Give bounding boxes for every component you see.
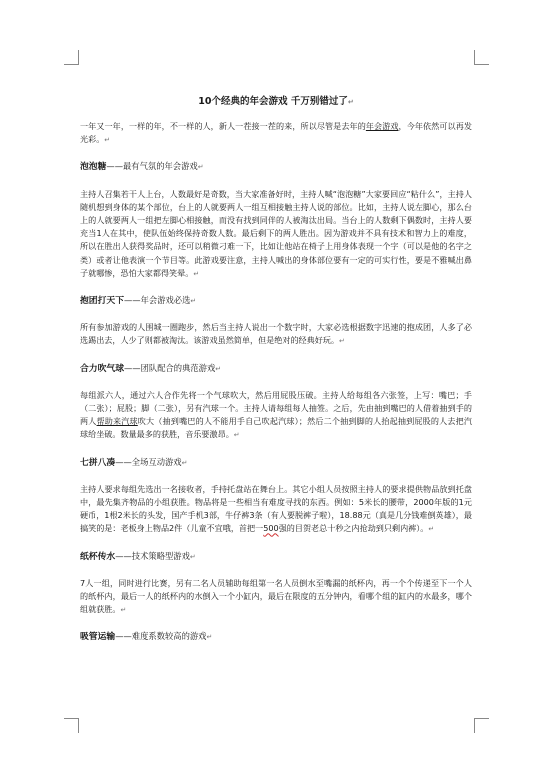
game-name: 抱团打天下 [80,296,124,307]
game-body-text-end: 吹大（抽到嘴巴的人不能用手自己吹起汽球）；然后二个抽到脚的人抬起抽到屁股的人去把汽球给坐破。数量最多的获胜，音乐要激昂。 [80,416,472,440]
paragraph-mark: ↵ [347,98,354,106]
game-tagline: ——难度系数较高的游戏 [115,631,207,642]
game-heading-qipinbacou [80,456,472,470]
document-body [80,96,472,645]
game-name: 纸杯传水 [80,551,116,562]
paragraph-mark: ↵ [339,337,345,346]
game-body-zhibei [80,577,472,618]
game-body-text: 每组派六人，通过六人合作先将一个气球吹大，然后用屁股压破。主持人给每组各六张签，上写：嘴巴；手（二张）；屁股；脚（二张），另有汽球一个。主持人请每组每人抽签。之后，先由抽到嘴巴的人借着抽到手的两人 [80,389,472,427]
paragraph-mark: ↵ [197,163,204,172]
intro-link[interactable]: 年会游戏 [365,121,399,131]
game-heading-baotuan [80,294,472,308]
paragraph-mark: ↵ [181,458,188,467]
document-title [80,96,472,108]
paragraph-mark: ↵ [120,606,127,615]
game-body-qiqiu [80,389,472,443]
paragraph-mark: ↵ [189,552,196,561]
crop-mark-bottom-right [474,718,489,733]
crop-mark-top-right [474,50,489,65]
paragraph-mark: ↵ [428,525,435,534]
paragraph-mark: ↵ [206,633,213,642]
game-heading-zhibei [80,550,472,564]
game-body-baotuan [80,321,472,348]
game-heading-xiguan [80,630,472,644]
game-heading-paopaotang [80,160,472,174]
spellcheck-flag: 500 [263,523,279,534]
game-body-qipinbacou [80,483,472,537]
paragraph-mark: ↵ [190,297,197,306]
game-body-link[interactable]: 帮助来汽球 [96,416,138,427]
document-title-text: 10个经典的年会游戏 千万别错过了 [198,96,348,107]
game-body-paopaotang [80,188,472,281]
game-tagline: ——年会游戏必选 [124,295,191,306]
game-tagline: ——技术策略型游戏 [115,550,190,561]
game-name: 合力吹气球 [80,363,124,374]
game-tagline: ——最有气氛的年会游戏 [106,161,198,172]
game-body-text: 所有参加游戏的人围城一圈跑步，然后当主持人说出一个数字时，大家必选根据数字迅速的抱成团，人多了必选踢出去，人少了则都被淘汰。该游戏虽然简单，但是绝对的经典好玩。 [80,322,472,346]
paragraph-mark: ↵ [104,136,111,145]
game-name: 泡泡糖 [80,162,107,173]
paragraph-mark: ↵ [215,364,222,373]
game-body-text-end: 强的目贺老总十秒之内抢劫到只剩内裤）。 [278,523,429,534]
intro-paragraph [80,120,472,147]
paragraph-mark: ↵ [193,269,200,278]
game-body-text: 7人一组，同时进行比赛，另有二名人员辅助每组第一名人员倒水至嘴漏的纸杯内，再一个个传递至下一个人的纸杯内，最后一人的纸杯内的水倒入一个小缸内，最后在限度的五分钟内，看哪个组的缸内的水最多，哪个组就获胜。 [80,577,472,615]
game-tagline: ——全场互动游戏 [115,456,182,467]
game-body-text: 主持人召集若干人上台，人数最好是奇数，当大家准备好时，主持人喊“泡泡糖”大家要回应“粘什么”，主持人随机想到身体的某个部位，台上的人就要两人一组互相接触主持人说的部位。比如，主持人说左脚心，那么台上的人就要两人一组把左脚心相接触，而没有找到同伴的人被淘汰出局。当台上的人数剩下偶数时，主持人要充当1人在其中，使队伍始终保持奇数人数。最后剩下的两人胜出。因为游戏并不具有技术和智力上的难度，所以在胜出人获得奖品时，还可以稍微刁难一下，比如让他站在椅子上用身体表现一个字（可以是他的名字之类）或者让他表演一个节目等。此游戏要注意，主持人喊出的身体部位要有一定的可实行性，要是不雅喊出鼻子就哪惨，恐怕大家都得笑晕。 [80,188,472,278]
crop-mark-bottom-left [64,718,79,733]
crop-mark-top-left [64,50,79,65]
game-tagline: ——团队配合的典范游戏 [124,362,216,373]
game-name: 七拼八凑 [80,457,116,468]
game-heading-qiqiu [80,362,472,376]
paragraph-mark: ↵ [233,431,240,440]
game-body-text: 主持人要求每组先选出一名接收者，手持托盘站在舞台上。其它小组人员按照主持人的要求提供物品放到托盘中，最先集齐物品的小组获胜。物品将是一些相当有难度寻找的东西。例如：5米长的腰带，2000年版的1元硬币，1根2米长的头发，国产手机3部，牛仔裤3条（有人要脱裤子啦），18.88元（真是几分钱难倒英雄），最搞笑的是：老板身上物品2件（儿童不宜哦，首把一 [80,483,472,534]
intro-text: 一年又一年，一样的年，不一样的人，新人一茬接一茬的来，所以尽管是去年的 [80,121,366,131]
game-name: 吸管运输 [80,632,116,643]
intro-text-end: ，今年依然可以再发光彩。 [80,121,472,145]
